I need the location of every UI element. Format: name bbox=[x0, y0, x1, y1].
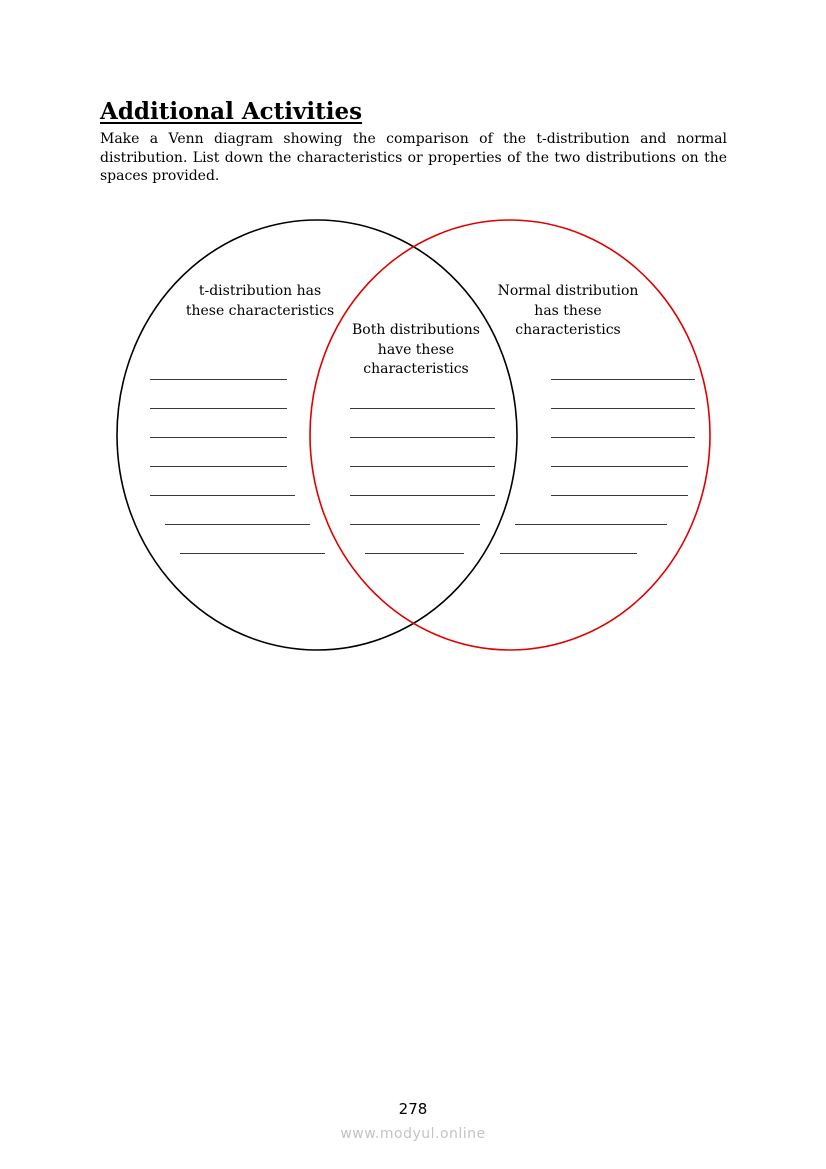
t-distribution-blank-line[interactable] bbox=[180, 553, 325, 554]
normal-distribution-blank-line[interactable] bbox=[500, 553, 637, 554]
t-distribution-blank-line[interactable] bbox=[150, 408, 287, 409]
both-distributions-blank-line[interactable] bbox=[350, 495, 495, 496]
both-distributions-blank-line[interactable] bbox=[350, 437, 495, 438]
page-title: Additional Activities bbox=[100, 98, 363, 125]
normal-distribution-blank-line[interactable] bbox=[551, 379, 695, 380]
both-distributions-label: Both distributions have these characteristics bbox=[352, 322, 480, 377]
both-distributions-blank-line[interactable] bbox=[350, 524, 480, 525]
both-distributions-blank-line[interactable] bbox=[350, 408, 495, 409]
normal-distribution-blank-line[interactable] bbox=[515, 524, 667, 525]
t-distribution-label: t-distribution has these characteristics bbox=[185, 283, 335, 319]
both-distributions-blank-line[interactable] bbox=[365, 553, 464, 554]
normal-distribution-label: Normal distribution has these characteristics bbox=[497, 283, 639, 338]
t-distribution-blank-line[interactable] bbox=[150, 466, 287, 467]
t-distribution-blank-line[interactable] bbox=[150, 495, 295, 496]
watermark: www.modyul.online bbox=[340, 1126, 486, 1142]
instructions-text: Make a Venn diagram showing the comparison of the t-distribution and normal distribution. List down the characteristics or properties of the two distributions on the spaces provided. bbox=[100, 131, 727, 184]
normal-distribution-blank-line[interactable] bbox=[551, 408, 695, 409]
page-number: 278 bbox=[398, 1100, 428, 1118]
t-distribution-blank-line[interactable] bbox=[165, 524, 310, 525]
both-distributions-blank-line[interactable] bbox=[350, 466, 495, 467]
normal-distribution-blank-line[interactable] bbox=[551, 466, 688, 467]
t-distribution-blank-line[interactable] bbox=[150, 379, 287, 380]
t-distribution-blank-line[interactable] bbox=[150, 437, 287, 438]
normal-distribution-blank-line[interactable] bbox=[551, 437, 695, 438]
normal-distribution-blank-line[interactable] bbox=[551, 495, 688, 496]
